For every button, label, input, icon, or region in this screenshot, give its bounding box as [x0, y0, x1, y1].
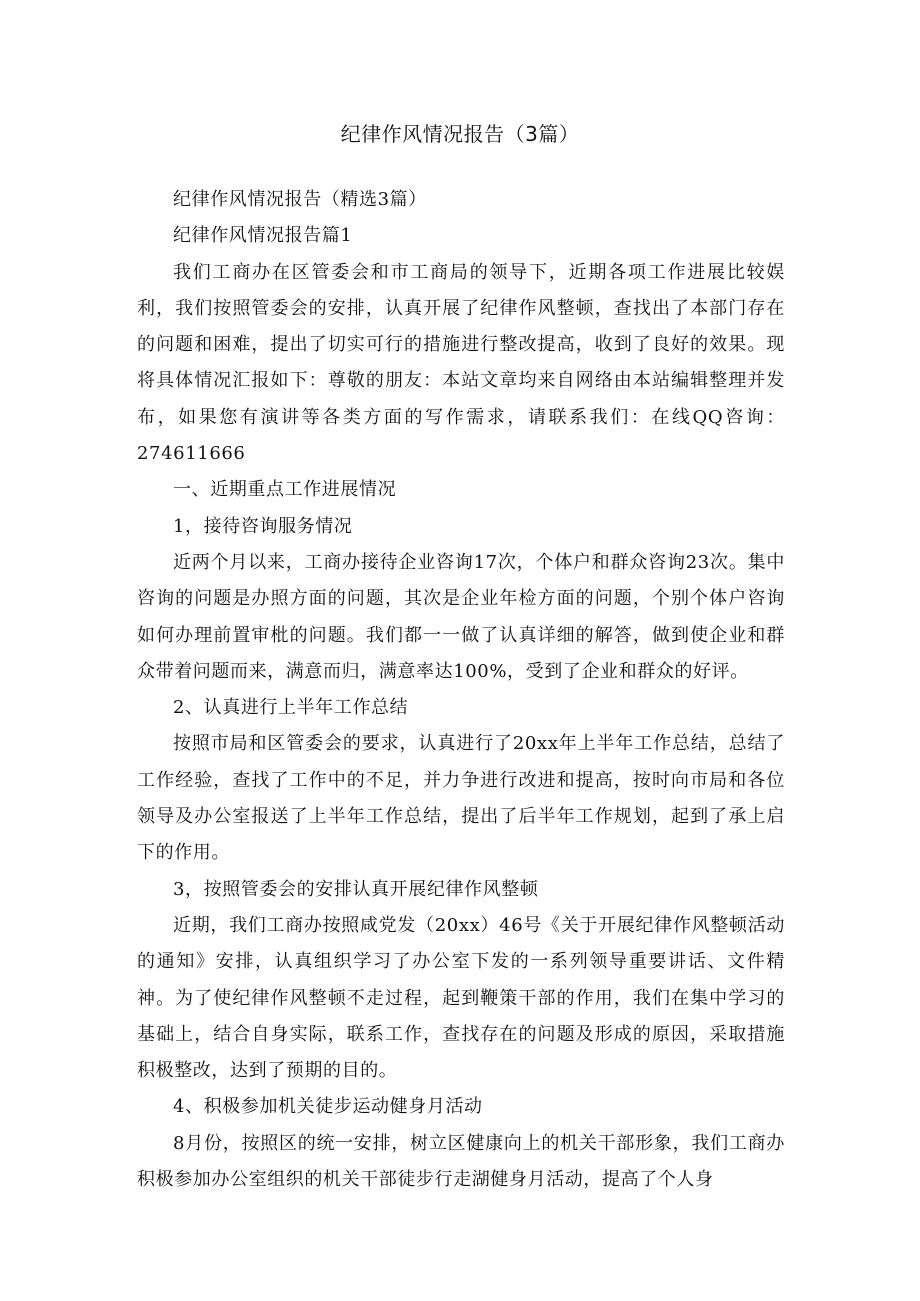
subsection-heading: 2、认真进行上半年工作总结	[173, 697, 409, 719]
subsection-heading: 4、积极参加机关徒步运动健身月活动	[173, 1096, 483, 1118]
subsection-heading: 1，接待咨询服务情况	[173, 515, 353, 537]
body-paragraph: 我们工商办在区管委会和市工商局的领导下，近期各项工作进展比较娱利，我们按照管委会的安排，认真开展了纪律作风整顿，查找出了本部门存在的问题和困难，提出了切实可行的措施进行整改提高，收到了良好的效果。现将具体情况汇报如下：尊敬的朋友：本站文章均来自网络由本站编辑整理并发布，如果您有演讲等各类方面的写作需求，请联系我们：在线QQ咨询：274611666	[137, 261, 785, 465]
section-heading: 纪律作风情况报告篇1	[173, 225, 353, 247]
document-title: 纪律作风情况报告（3篇）	[340, 122, 580, 146]
body-paragraph: 近期，我们工商办按照咸党发（20xx）46号《关于开展纪律作风整顿活动的通知》安排，认真组织学习了办公室下发的一系列领导重要讲话、文件精神。为了使纪律作风整顿不走过程，起到鞭策干部的作用，我们在集中学习的基础上，结合自身实际，联系工作，查找存在的问题及形成的原因，采取措施积极整改，达到了预期的目的。	[137, 914, 785, 1082]
subtitle-paragraph: 纪律作风情况报告（精选3篇）	[173, 189, 427, 210]
body-paragraph: 按照市局和区管委会的要求，认真进行了20xx年上半年工作总结，总结了工作经验，查找了工作中的不足，并力争进行改进和提高，按时向市局和各位领导及办公室报送了上半年工作总结，提出了后半年工作规划，起到了承上启下的作用。	[137, 733, 785, 864]
section-heading: 一、近期重点工作进展情况	[173, 479, 397, 501]
document-body	[137, 182, 785, 1198]
subsection-heading: 3，按照管委会的安排认真开展纪律作风整顿	[173, 878, 539, 900]
body-paragraph: 8月份，按照区的统一安排，树立区健康向上的机关干部形象，我们工商办积极参加办公室组织的机关干部徒步行走湖健身月活动，提高了个人身	[137, 1132, 785, 1191]
body-paragraph: 近两个月以来，工商办接待企业咨询17次，个体户和群众咨询23次。集中咨询的问题是办照方面的问题，其次是企业年检方面的问题，个别个体户咨询如何办理前置审枇的问题。我们都一一做了认真详细的解答，做到使企业和群众带着问题而来，满意而归，满意率达100%，受到了企业和群众的好评。	[137, 551, 785, 682]
